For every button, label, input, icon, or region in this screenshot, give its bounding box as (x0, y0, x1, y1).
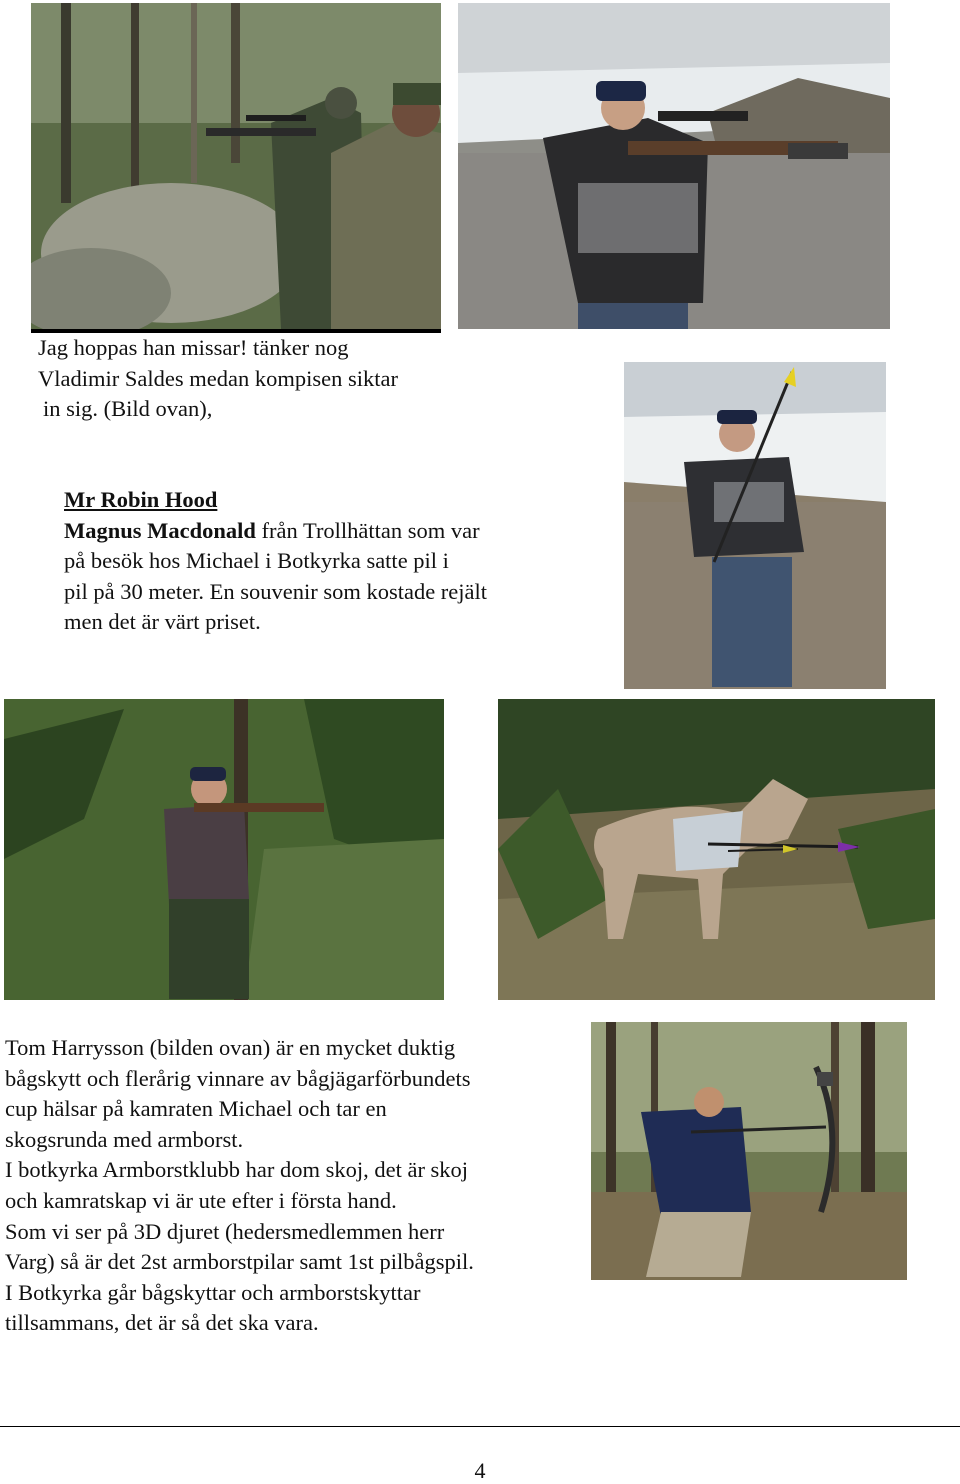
photo-spruce-crossbow-aiming (4, 699, 444, 1000)
caption-line: och kamratskap vi är ute efter i första hand. (5, 1187, 397, 1213)
caption-line: I Botkyrka går bågskyttar och armborstskyttar (5, 1279, 421, 1305)
caption-line: Som vi ser på 3D djuret (hedersmedlemmen herr (5, 1218, 445, 1244)
person-name: Magnus Macdonald (64, 517, 256, 543)
page-number: 4 (474, 1458, 486, 1483)
caption-line: Jag hoppas han missar! tänker nog (38, 335, 349, 360)
photo-3d-wolf-target (498, 699, 935, 1000)
caption-line: men det är värt priset. (64, 609, 261, 635)
caption-line: Tom Harrysson (bilden ovan) är en mycket duktig (5, 1035, 456, 1060)
caption-line: cup hälsar på kamraten Michael och tar en (5, 1096, 387, 1122)
caption-line: tillsammans, det är så det ska vara. (5, 1310, 319, 1336)
caption-line: pil på 30 meter. En souvenir som kostade rejält (64, 578, 488, 604)
caption-line (64, 516, 487, 547)
photo-compound-bow-drawing (591, 1022, 907, 1280)
caption-line: Varg) så är det 2st armborstpilar samt 1st pilbågspil. (5, 1249, 474, 1275)
caption-heading: Mr Robin Hood (64, 487, 218, 512)
caption-line-rest: från Trollhättan som var (255, 517, 480, 543)
caption-line: Vladimir Saldes medan kompisen siktar (38, 365, 398, 391)
footer-divider (0, 1426, 960, 1427)
caption-line: bågskytt och flerårig vinnare av bågjägarförbundets (5, 1065, 471, 1091)
caption-bottom (5, 1033, 474, 1339)
caption-robin-hood (64, 485, 487, 638)
photo-gravel-pit-crossbow-aiming (458, 3, 890, 329)
photo-forest-crossbow-aiming (31, 3, 441, 333)
caption-top-photos (38, 333, 398, 425)
caption-line: skogsrunda med armborst. (5, 1126, 244, 1152)
caption-line: in sig. (Bild ovan), (43, 396, 213, 422)
caption-line: I botkyrka Armborstklubb har dom skoj, det är skoj (5, 1157, 469, 1183)
caption-line: på besök hos Michael i Botkyrka satte pil i (64, 548, 449, 574)
photo-man-holding-arrow (624, 362, 886, 689)
